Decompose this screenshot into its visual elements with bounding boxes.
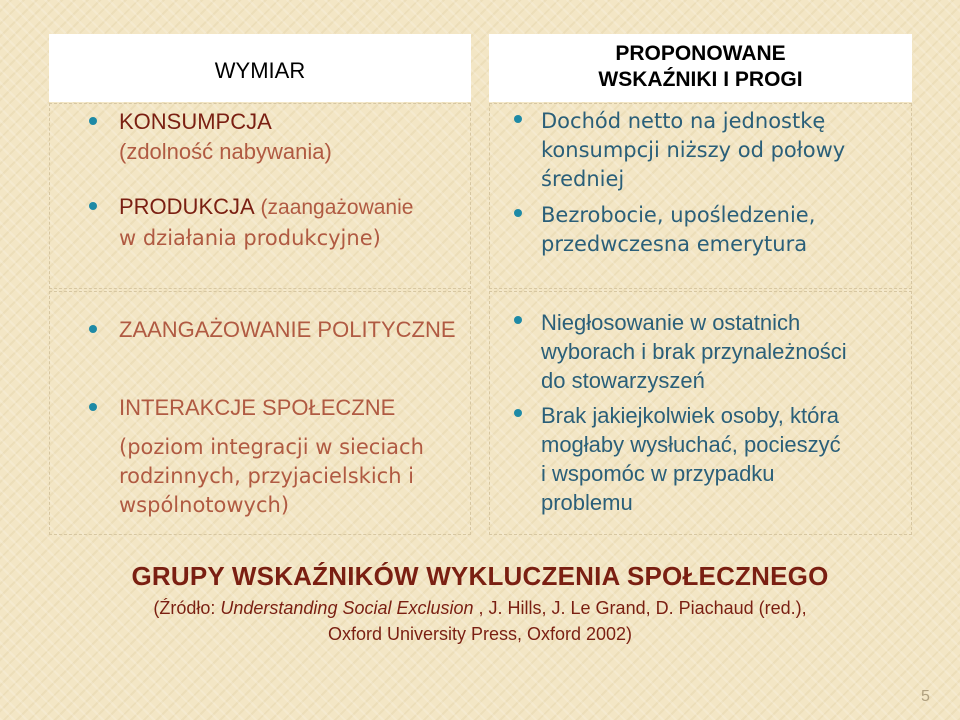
- header-indicators-line1: PROPONOWANE: [615, 42, 786, 65]
- source-prefix: (Źródło:: [153, 598, 221, 618]
- indicator-line: Brak jakiejkolwiek osoby, która: [541, 403, 839, 428]
- bullet-icon: [514, 115, 522, 123]
- dimension-description: (zdolność nabywania): [119, 139, 332, 164]
- source-authors: , J. Hills, J. Le Grand, D. Piachaud (red.),: [473, 598, 807, 618]
- list-item: [541, 308, 906, 395]
- row2-dimension-list: [119, 317, 464, 520]
- bullet-icon: [89, 117, 97, 125]
- dimension-term: ZAANGAŻOWANIE POLITYCZNE: [119, 317, 456, 342]
- row2-indicator-list: [541, 308, 906, 517]
- source-citation-line1: [0, 598, 960, 619]
- indicator-line: Dochód netto na jednostkę: [541, 109, 826, 133]
- list-item: [119, 317, 464, 343]
- indicator-line: mogłaby wysłuchać, pocieszyć: [541, 432, 841, 457]
- row1-indicator-list: [541, 107, 901, 259]
- page-number: 5: [921, 688, 930, 705]
- indicator-line: średniej: [541, 167, 625, 191]
- list-item: [119, 395, 464, 520]
- slide-title: GRUPY WSKAŹNIKÓW WYKLUCZENIA SPOŁECZNEGO: [131, 561, 829, 591]
- bullet-icon: [89, 202, 97, 210]
- indicator-line: Niegłosowanie w ostatnich: [541, 310, 801, 335]
- bullet-icon: [89, 403, 97, 411]
- bullet-icon: [514, 316, 522, 324]
- dimension-term: INTERAKCJE SPOŁECZNE: [119, 395, 396, 420]
- bullet-icon: [514, 209, 522, 217]
- list-item: [119, 194, 459, 251]
- header-dimension: WYMIAR: [214, 58, 306, 83]
- indicator-line: Bezrobocie, upośledzenie,: [541, 203, 816, 227]
- indicator-line: przedwczesna emerytura: [541, 232, 808, 256]
- bullet-icon: [514, 409, 522, 417]
- indicator-line: konsumpcji niższy od połowy: [541, 138, 846, 162]
- indicator-line: wyborach i brak przynależności: [541, 339, 847, 364]
- dimension-description: (poziom integracji w sieciach: [119, 435, 424, 459]
- header-indicators-cell: [489, 34, 912, 102]
- header-dimension-cell: [49, 34, 471, 102]
- dimension-description: rodzinnych, przyjacielskich i: [119, 464, 415, 488]
- bullet-icon: [89, 325, 97, 333]
- list-item: [541, 401, 906, 517]
- source-citation-line2: Oxford University Press, Oxford 2002): [327, 624, 633, 644]
- list-item: [119, 109, 459, 165]
- dimension-term: KONSUMPCJA: [119, 109, 272, 134]
- list-item: [541, 107, 901, 194]
- header-indicators-line2: WSKAŹNIKI I PROGI: [598, 68, 803, 91]
- indicator-line: do stowarzyszeń: [541, 368, 705, 393]
- indicator-line: i wspomóc w przypadku: [541, 461, 775, 486]
- dimension-term: PRODUKCJA: [119, 194, 255, 219]
- dimension-description: (zaangażowanie: [254, 196, 414, 219]
- list-item: [541, 201, 901, 259]
- indicator-line: problemu: [541, 490, 633, 515]
- dimension-description: wspólnotowych): [119, 493, 290, 517]
- dimension-description: w działania produkcyjne): [119, 226, 381, 250]
- source-book-title: Understanding Social Exclusion: [220, 598, 474, 618]
- row1-dimension-list: [119, 109, 459, 251]
